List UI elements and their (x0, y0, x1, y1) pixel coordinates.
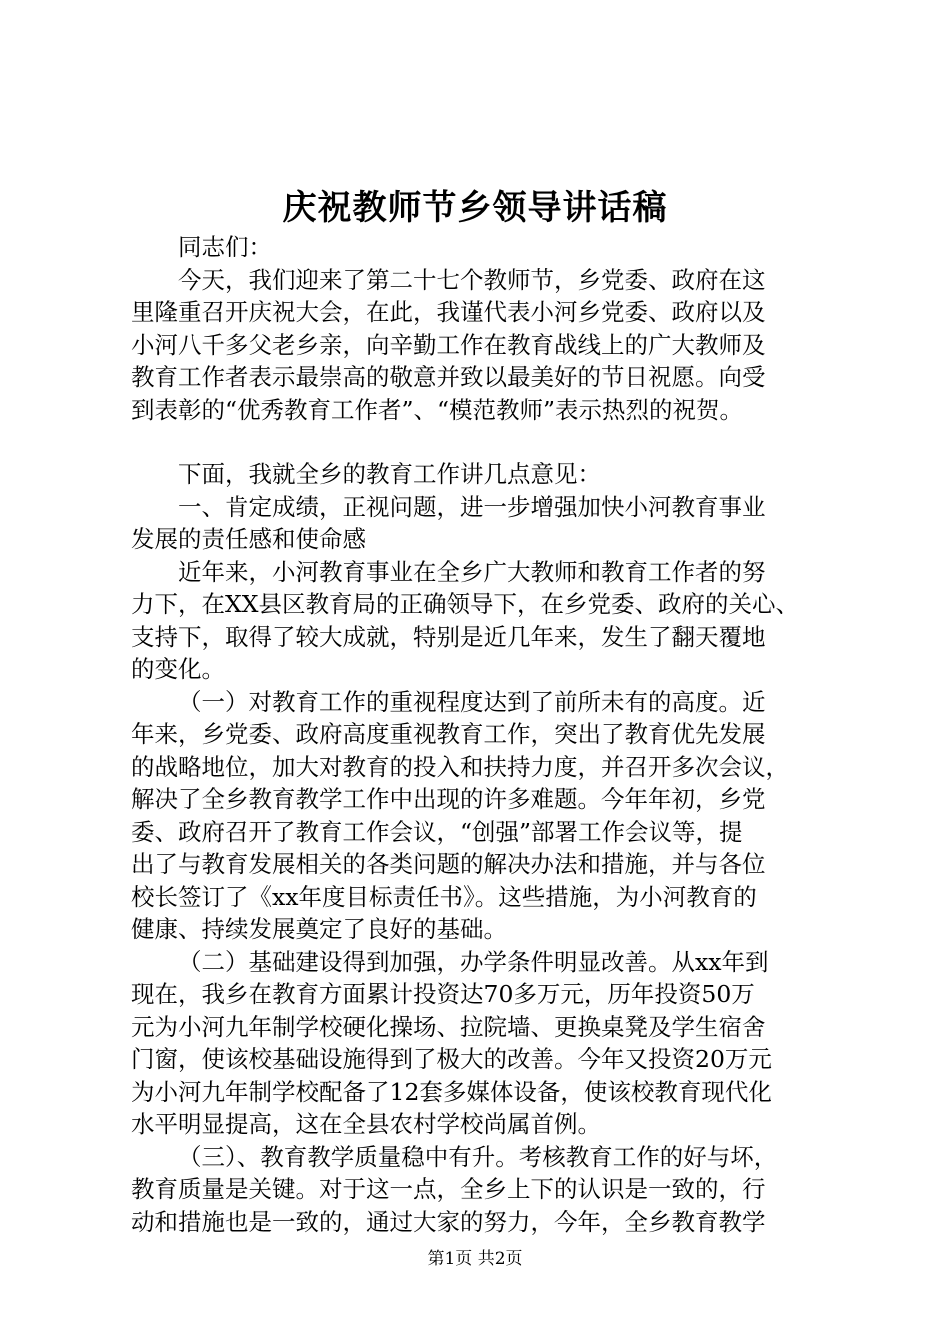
text-line: 解决了全乡教育教学工作中出现的许多难题。今年年初，乡党 (131, 785, 766, 813)
text-line: 里隆重召开庆祝大会，在此，我谨代表小河乡党委、政府以及 (131, 298, 766, 326)
text-line: 水平明显提高，这在全县农村学校尚属首例。 (131, 1110, 601, 1138)
text-line: 委、政府召开了教育工作会议，“创强”部署工作会议等，提 (131, 817, 743, 846)
text-line: 教育质量是关键。对于这一点，全乡上下的认识是一致的，行 (131, 1175, 766, 1203)
text-line: 教育工作者表示最崇高的敬意并致以最美好的节日祝愿。向受 (131, 363, 766, 391)
text-line: 今天，我们迎来了第二十七个教师节，乡党委、政府在这 (178, 265, 766, 294)
text-line: （三）、教育教学质量稳中有升。考核教育工作的好与坏， (178, 1142, 778, 1171)
text-line: 的战略地位，加大对教育的投入和扶持力度，并召开多次会议， (131, 752, 789, 781)
document-body (131, 231, 831, 1238)
section-heading-line: 发展的责任感和使命感 (131, 525, 366, 553)
text-line: （一）对教育工作的重视程度达到了前所未有的高度。近 (178, 687, 766, 716)
salutation-line: 同志们： (178, 233, 272, 261)
text-line: 出了与教育发展相关的各类问题的解决办法和措施，并与各位 (131, 850, 766, 878)
text-line: 校长签订了《xx年度目标责任书》。这些措施，为小河教育的 (131, 882, 757, 911)
text-line: 年来，乡党委、政府高度重视教育工作，突出了教育优先发展 (131, 720, 766, 748)
text-line: 现在，我乡在教育方面累计投资达70多万元，历年投资50万 (131, 980, 755, 1008)
text-line: 元为小河九年制学校硬化操场、拉院墙、更换桌凳及学生宿舍 (131, 1012, 766, 1041)
text-line: 支持下，取得了较大成就，特别是近几年来，发生了翻天覆地 (131, 622, 766, 651)
text-line: 门窗，使该校基础设施得到了极大的改善。今年又投资20万元 (131, 1045, 772, 1073)
text-line: 力下，在XX县区教育局的正确领导下，在乡党委、政府的关心、 (131, 590, 799, 618)
text-line: 下面，我就全乡的教育工作讲几点意见： (178, 460, 601, 488)
section-heading-line: 一、肯定成绩，正视问题，进一步增强加快小河教育事业 (178, 492, 766, 521)
text-line: 小河八千多父老乡亲，向辛勤工作在教育战线上的广大教师及 (131, 330, 766, 359)
text-line: 健康、持续发展奠定了良好的基础。 (131, 915, 507, 943)
page-number-footer: 第1页 共2页 (427, 1249, 523, 1269)
document-title: 庆祝教师节乡领导讲话稿 (282, 188, 668, 228)
text-line: 动和措施也是一致的，通过大家的努力，今年，全乡教育教学 (131, 1207, 766, 1236)
text-line: 到表彰的“优秀教育工作者”、“模范教师”表示热烈的祝贺。 (131, 395, 744, 424)
text-line: （二）基础建设得到加强，办学条件明显改善。从xx年到 (178, 947, 769, 976)
text-line: 为小河九年制学校配备了12套多媒体设备，使该校教育现代化 (131, 1077, 772, 1106)
text-line: 近年来，小河教育事业在全乡广大教师和教育工作者的努 (178, 557, 766, 586)
text-line: 的变化。 (131, 655, 225, 683)
